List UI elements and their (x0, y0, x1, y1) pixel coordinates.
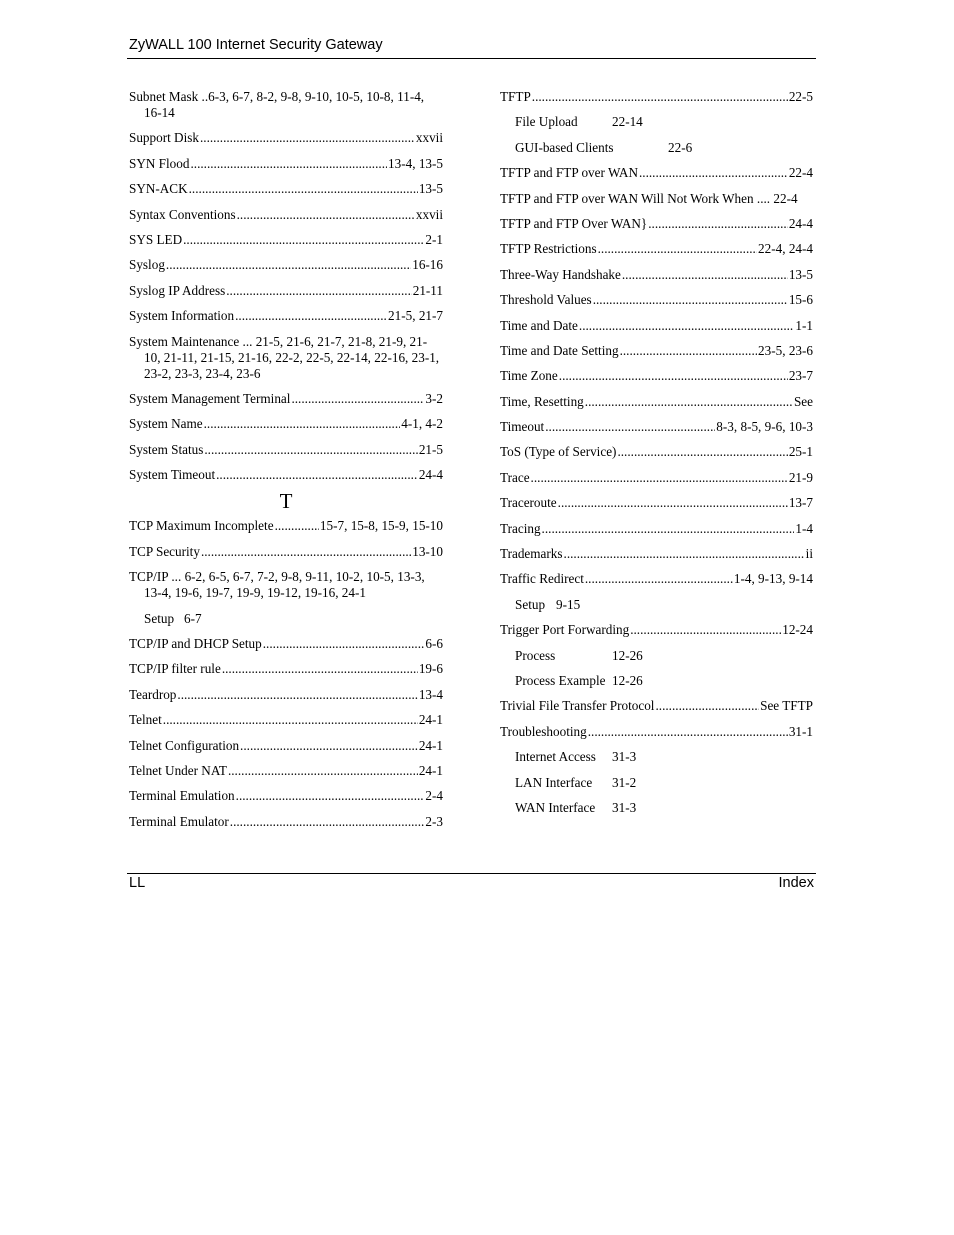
index-page-refs: 24-1 (418, 762, 443, 778)
index-term: Tracing (500, 520, 541, 536)
index-term: SYN Flood (129, 155, 190, 171)
dot-leader (235, 308, 387, 324)
index-subentry (500, 597, 813, 613)
dot-leader (204, 416, 401, 432)
dot-leader (237, 207, 415, 223)
index-entry (129, 130, 443, 146)
index-entry: TCP/IP ... 6-2, 6-5, 6-7, 7-2, 9-8, 9-11, 10-2, 10-5, 13-3, 13-4, 19-6, 19-7, 19-9, 19-12, 19-16, 24-1 (129, 569, 425, 601)
running-header-title: ZyWALL 100 Internet Security Gateway (129, 37, 383, 53)
index-subentry (500, 749, 813, 765)
index-page-refs: 24-1 (418, 712, 443, 728)
index-page-refs: 19-6 (418, 661, 443, 677)
index-page-refs: 15-7, 15-8, 15-9, 15-10 (319, 518, 443, 534)
index-page-refs: 23-7 (788, 368, 813, 384)
index-term: Syslog IP Address (129, 282, 226, 298)
dot-leader (201, 544, 411, 560)
index-subterm: Setup (515, 596, 546, 612)
dot-leader (564, 546, 805, 562)
footer-rule (127, 873, 816, 874)
index-entry (129, 232, 443, 248)
dot-leader (585, 394, 793, 410)
index-page-refs: xxvii (415, 206, 443, 222)
index-term: System Information (129, 308, 235, 324)
index-term: Timeout (500, 419, 545, 435)
index-subentry (500, 140, 813, 156)
index-entry (500, 368, 813, 384)
index-page-refs: 21-9 (788, 469, 813, 485)
index-page-refs: 13-5 (788, 266, 813, 282)
index-term: TCP/IP filter rule (129, 661, 221, 677)
index-page-refs: 23-5, 23-6 (758, 342, 813, 358)
index-entry (129, 308, 443, 324)
index-entry (129, 814, 443, 830)
dot-leader (655, 698, 759, 714)
index-page-refs: See (793, 393, 813, 409)
dot-leader (531, 470, 788, 486)
index-term: System Name (129, 416, 203, 432)
index-term: Telnet (129, 712, 162, 728)
index-term: Terminal Emulation (129, 788, 235, 804)
dot-leader (630, 622, 781, 638)
index-subentry (500, 648, 813, 664)
index-term: Trigger Port Forwarding (500, 622, 630, 638)
dot-leader (222, 661, 418, 677)
index-page-refs: 24-4 (418, 467, 443, 483)
index-page-refs: 2-4 (425, 788, 443, 804)
dot-leader (240, 738, 418, 754)
index-term: SYN-ACK (129, 181, 188, 197)
dot-leader (532, 89, 788, 105)
index-subentry (500, 775, 813, 791)
index-page-refs: 4-1, 4-2 (401, 416, 443, 432)
index-term: Time and Date Setting (500, 342, 619, 358)
index-term: TCP Maximum Incomplete (129, 518, 274, 534)
index-term: Traffic Redirect (500, 571, 584, 587)
index-page-refs: 13-5 (418, 181, 443, 197)
header-rule (127, 58, 816, 59)
index-subentry (129, 611, 443, 627)
index-entry (129, 283, 443, 299)
index-term: Time, Resetting (500, 393, 584, 409)
dot-leader (200, 130, 415, 146)
index-entry: System Maintenance ... 21-5, 21-6, 21-7, 21-8, 21-9, 21-10, 21-11, 21-15, 21-16, 22-2, 22-5, 22-14, 22-16, 23-1, 23-2, 23-3, 23-4, 23-6 (129, 333, 440, 381)
index-entry (129, 467, 443, 483)
dot-leader (183, 232, 424, 248)
index-column-left (129, 89, 443, 839)
index-page-refs: 22-6 (668, 139, 693, 155)
dot-leader (226, 283, 411, 299)
index-entry (500, 521, 813, 537)
index-page-refs: 13-10 (412, 543, 443, 559)
dot-leader (585, 571, 733, 587)
index-subterm: GUI-based Clients (515, 139, 614, 155)
index-page-refs: 16-16 (412, 257, 443, 273)
index-page-refs: 31-2 (612, 774, 637, 790)
page-number: LL (129, 875, 146, 891)
index-page-refs: ii (805, 546, 813, 562)
dot-leader (204, 442, 417, 458)
index-term: Time and Date (500, 317, 578, 333)
index-term: Terminal Emulator (129, 813, 229, 829)
index-entry (500, 546, 813, 562)
dot-leader (230, 814, 425, 830)
dot-leader (216, 467, 418, 483)
index-page-refs: 6-7 (184, 610, 202, 626)
index-page-refs: 12-26 (612, 672, 643, 688)
index-entry (500, 318, 813, 334)
index-subterm: Process Example (515, 672, 606, 688)
index-subentry (500, 673, 813, 689)
index-page-refs: 24-1 (418, 737, 443, 753)
index-term: Traceroute (500, 495, 557, 511)
index-term: TFTP and FTP Over WAN} (500, 215, 648, 231)
index-entry (500, 698, 813, 714)
index-page-refs: 3-2 (425, 390, 443, 406)
index-page-refs: 1-4 (795, 520, 813, 536)
index-entry (129, 788, 443, 804)
index-term: Three-Way Handshake (500, 266, 621, 282)
dot-leader (190, 156, 387, 172)
index-page-refs: 21-5 (418, 441, 443, 457)
index-entry (129, 712, 443, 728)
index-page-refs: 2-3 (425, 813, 443, 829)
index-term: Support Disk (129, 130, 199, 146)
index-entry: TFTP and FTP over WAN Will Not Work When .... 22-4 (500, 190, 798, 206)
dot-leader (177, 687, 417, 703)
index-term: System Status (129, 441, 204, 457)
dot-leader (622, 267, 788, 283)
index-term: TFTP Restrictions (500, 241, 597, 257)
index-page-refs: 21-11 (412, 282, 443, 298)
dot-leader (559, 368, 788, 384)
index-term: Telnet Under NAT (129, 762, 227, 778)
dot-leader (598, 241, 757, 257)
index-entry: Subnet Mask ..6-3, 6-7, 8-2, 9-8, 9-10, 10-5, 10-8, 11-4, 16-14 (129, 89, 425, 120)
index-page-refs: 22-4 (788, 165, 813, 181)
index-entry (129, 391, 443, 407)
index-term: Troubleshooting (500, 723, 587, 739)
index-page-refs: 12-24 (782, 622, 813, 638)
index-term: Trivial File Transfer Protocol (500, 698, 655, 714)
index-term: Syslog (129, 257, 165, 273)
index-entry (500, 495, 813, 511)
index-term: System Management Terminal (129, 390, 291, 406)
index-page-refs: 1-4, 9-13, 9-14 (733, 571, 813, 587)
section-name: Index (778, 875, 814, 891)
index-page-refs: xxvii (415, 130, 443, 146)
index-page-refs: 13-7 (788, 495, 813, 511)
dot-leader (545, 419, 715, 435)
index-subterm: LAN Interface (515, 774, 593, 790)
index-term: Syntax Conventions (129, 206, 236, 222)
index-subterm: Process (515, 647, 556, 663)
index-term: Telnet Configuration (129, 737, 240, 753)
index-term: TFTP (500, 89, 531, 104)
index-entry (500, 444, 813, 460)
index-page-refs: See TFTP (760, 698, 813, 714)
index-term: TCP Security (129, 543, 200, 559)
index-entry (500, 216, 813, 232)
index-entry (500, 571, 813, 587)
index-page-refs: 22-14 (612, 114, 643, 130)
index-page-refs: 13-4 (418, 686, 443, 702)
index-term: TCP/IP and DHCP Setup (129, 636, 262, 652)
dot-leader (228, 763, 418, 779)
index-term: Threshold Values (500, 292, 592, 308)
index-entry (500, 470, 813, 486)
dot-leader (263, 636, 425, 652)
index-letter-heading: T (279, 489, 293, 514)
index-term: ToS (Type of Service) (500, 444, 617, 460)
index-term: SYS LED (129, 231, 183, 247)
index-page-refs: 21-5, 21-7 (388, 308, 443, 324)
index-entry (129, 207, 443, 223)
index-entry (129, 156, 443, 172)
index-entry (500, 292, 813, 308)
index-entry (129, 544, 443, 560)
index-term: TFTP and FTP over WAN (500, 165, 638, 181)
index-page-refs: 25-1 (788, 444, 813, 460)
index-subterm: Setup (144, 610, 175, 626)
index-entry (500, 394, 813, 410)
index-page-refs: 31-3 (612, 799, 637, 815)
index-entry (129, 763, 443, 779)
dot-leader (648, 216, 788, 232)
index-page-refs: 8-3, 8-5, 9-6, 10-3 (716, 419, 813, 435)
index-entry (500, 89, 813, 105)
index-entry (500, 724, 813, 740)
index-column-right (500, 89, 813, 825)
dot-leader (588, 724, 788, 740)
index-term: Trace (500, 469, 530, 485)
index-page-refs: 13-4, 13-5 (388, 155, 443, 171)
index-entry (500, 241, 813, 257)
index-term: Time Zone (500, 368, 558, 384)
dot-leader (620, 343, 757, 359)
index-page-refs: 31-3 (612, 749, 637, 765)
index-entry (500, 343, 813, 359)
dot-leader (189, 181, 418, 197)
index-entry (129, 442, 443, 458)
index-term: Trademarks (500, 546, 563, 562)
index-term: Teardrop (129, 686, 177, 702)
index-entry (129, 687, 443, 703)
index-page-refs: 22-5 (788, 89, 813, 104)
index-subterm: File Upload (515, 114, 578, 130)
index-page-refs: 15-6 (788, 292, 813, 308)
index-page-refs: 31-1 (788, 723, 813, 739)
dot-leader (542, 521, 795, 537)
index-page-refs: 22-4, 24-4 (758, 241, 813, 257)
index-page-refs: 12-26 (612, 647, 643, 663)
dot-leader (617, 444, 787, 460)
dot-leader (558, 495, 788, 511)
index-page-refs: 1-1 (795, 317, 813, 333)
index-entry (500, 419, 813, 435)
index-entry (129, 416, 443, 432)
dot-leader (163, 712, 418, 728)
index-page-refs: 2-1 (425, 231, 443, 247)
index-subterm: WAN Interface (515, 799, 596, 815)
dot-leader (236, 788, 425, 804)
dot-leader (579, 318, 795, 334)
index-subentry (500, 800, 813, 816)
dot-leader (291, 391, 424, 407)
index-page-refs: 24-4 (788, 215, 813, 231)
index-entry (500, 165, 813, 181)
index-entry (500, 622, 813, 638)
dot-leader (166, 257, 411, 273)
index-subterm: Internet Access (515, 749, 596, 765)
index-entry (129, 636, 443, 652)
index-entry (500, 267, 813, 283)
dot-leader (639, 165, 788, 181)
index-term: System Timeout (129, 467, 216, 483)
index-entry (129, 181, 443, 197)
index-page-refs: 6-6 (425, 636, 443, 652)
index-subentry (500, 114, 813, 130)
index-entry (129, 257, 443, 273)
index-entry (129, 661, 443, 677)
dot-leader (275, 518, 319, 534)
index-entry (129, 738, 443, 754)
index-entry (129, 518, 443, 534)
index-page-refs: 9-15 (556, 596, 581, 612)
dot-leader (593, 292, 788, 308)
